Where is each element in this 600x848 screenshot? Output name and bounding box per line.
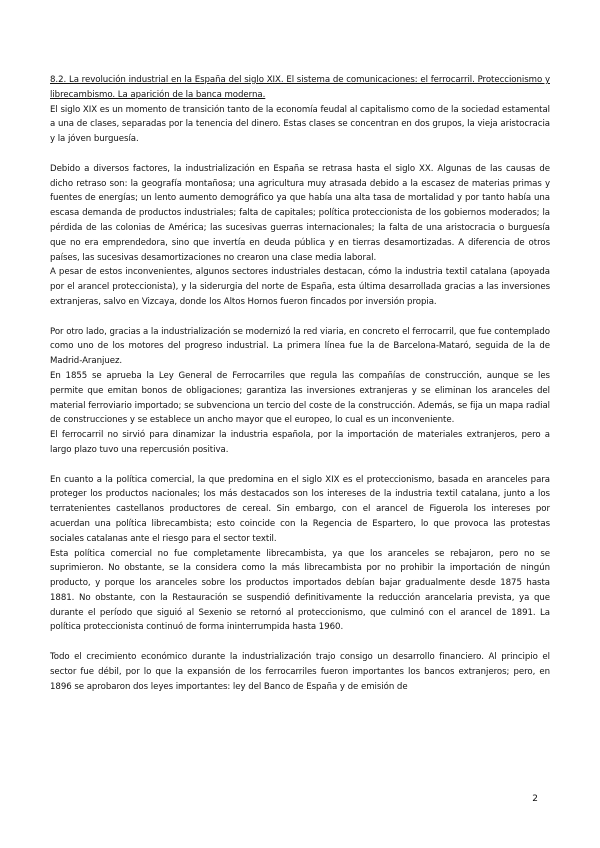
- paragraph-gap: [50, 147, 550, 162]
- paragraph: A pesar de estos inconvenientes, algunos sectores industriales destacan, cómo la industria textil catalana (apoyada por el arancel proteccionista), y la siderurgia del norte de España, esta última desarrollada gracias a las inversiones extranjeras, salvo en Vizcaya, donde los Altos Hornos fueron fincados por inversión propia.: [50, 267, 550, 307]
- paragraph: En cuanto a la política comercial, la que predomina en el siglo XIX es el proteccionismo, basada en aranceles para proteger los productos nacionales; los más destacados son los intereses de la industria textil catalana, junto a los terratenientes castellanos productores de cereal. Sin embargo, con el arancel de Figuerola los intereses por acuerdan una política librecambista; esto coincide con la Regencia de Espartero, lo que provoca las protestas sociales catalanas ante el riesgo para el sector textil.: [50, 474, 550, 544]
- paragraph-gap: [50, 310, 550, 325]
- paragraph: En 1855 se aprueba la Ley General de Ferrocarriles que regula las compañías de construcción, aunque se les permite que emitan bonos de obligaciones; garantiza las inversiones extranjeras y se eliminan los aranceles del material ferroviario importado; se subvenciona un tercio del coste de la construcción. Además, se fija un mapa radial de construcciones y se establece un ancho mayor que el europeo, lo cual es un inconveniente.: [50, 370, 550, 426]
- paragraph: El siglo XIX es un momento de transición tanto de la economía feudal al capitalismo como de la sociedad estamental a una de clases, separadas por la tenencia del dinero. Estas clases se concentran en dos grupos, la vieja aristocracia y la jóven burguesía.: [50, 104, 550, 145]
- paragraph: Por otro lado, gracias a la industrialización se modernizó la red viaria, en concreto el ferrocarril, que fue contemplado como uno de los motores del progreso industrial. La primera línea fue la de Barcelona-Mataró, seguida de la de Madrid-Aranjuez.: [50, 326, 550, 367]
- paragraph-gap: [50, 635, 550, 650]
- paragraph-gap: [50, 458, 550, 473]
- paragraph: Debido a diversos factores, la industrialización en España se retrasa hasta el siglo XX. Algunas de las causas de dicho retraso son: la geografía montañosa; una agricultura muy atrasada debido a la escasez de materias primas y fuentes de energías; un lento aumento demográfico ya que había una alta tasa de mortalidad y por tanto había una escasa demanda de productos industriales; falta de capitales; política proteccionista de los gobiernos moderados; la pérdida de las colonias de América; las sucesivas guerras internacionales; la falta de una aristocracia o burguesía que no era emprendedora, sino que invertía en deuda pública y en tierras desamortizadas. A diferencia de otros países, las sucesivas desamortizaciones no crearon una clase media laboral.: [50, 163, 550, 263]
- section-heading: 8.2. La revolución industrial en la España del siglo XIX. El sistema de comunicaciones: el ferrocarril. Proteccionismo y librecambismo. La aparición de la banca moderna.: [50, 75, 550, 100]
- document-page: [50, 73, 550, 694]
- page-number: 2: [532, 794, 538, 804]
- paragraph: El ferrocarril no sirvió para dinamizar la industria española, por la importación de materiales extranjeros, pero a largo plazo tuvo una repercusión positiva.: [50, 430, 550, 455]
- paragraph: Esta política comercial no fue completamente librecambista, ya que los aranceles se rebajaron, pero no se suprimieron. No obstante, se la considera como la más librecambista por no prohibir la importación de ningún producto, y porque los aranceles sobre los productos importados debían bajar gradualmente desde 1875 hasta 1881. No obstante, con la Restauración se suspendió definitivamente la reducción arancelaria prevista, ya que durante el período que siguió al Sexenio se retornó al proteccionismo, que culminó con el arancel de 1891. La política proteccionista continuó de forma ininterrumpida hasta 1960.: [50, 548, 550, 633]
- paragraph: Todo el crecimiento económico durante la industrialización trajo consigo un desarrollo financiero. Al principio el sector fue débil, por lo que la expansión de los ferrocarriles fueron importantes los bancos extranjeros; pero, en 1896 se aprobaron dos leyes importantes: ley del Banco de España y de emisión de: [50, 652, 550, 692]
